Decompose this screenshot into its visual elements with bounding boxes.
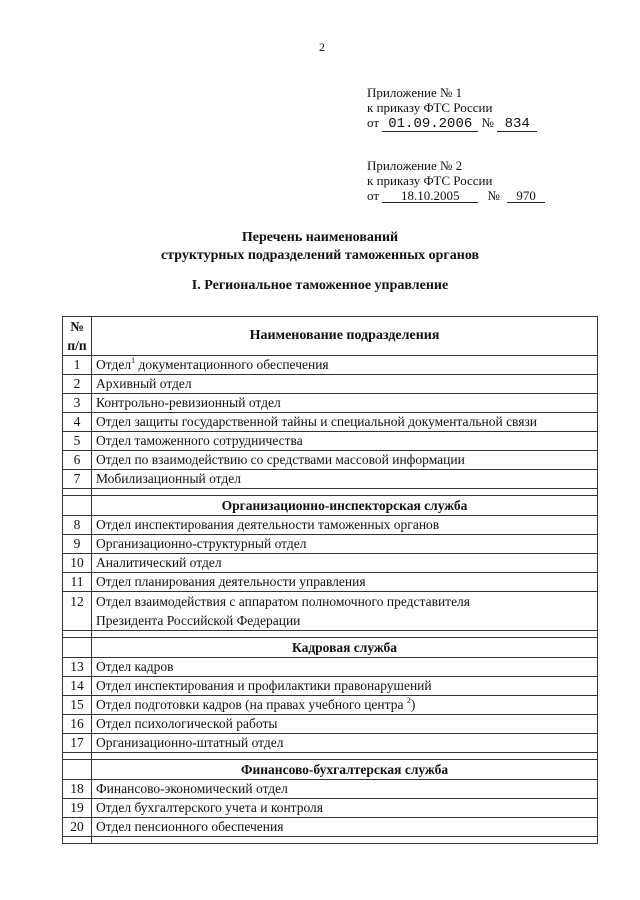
row-num: 19 <box>63 799 92 818</box>
departments-table <box>62 316 598 844</box>
row-num: 9 <box>63 535 92 554</box>
row-name <box>92 356 598 375</box>
spacer-row <box>63 489 598 496</box>
row-num: 15 <box>63 696 92 715</box>
row-name: Отдел инспектирования и профилактики правонарушений <box>92 677 598 696</box>
service-title: Финансово-бухгалтерская служба <box>92 760 598 780</box>
row-name: Мобилизационный отдел <box>92 470 598 489</box>
appendix-1-title: Приложение № 1 <box>367 85 463 100</box>
appendix-2-block <box>367 158 545 203</box>
row-name: Отдел инспектирования деятельности таможенных органов <box>92 516 598 535</box>
row-num: 1 <box>63 356 92 375</box>
row-num: 12 <box>63 592 92 631</box>
footnote-1: 1 <box>131 356 136 365</box>
row-name: Организационно-штатный отдел <box>92 734 598 753</box>
row-num: 14 <box>63 677 92 696</box>
appendix-1-order: к приказу ФТС России <box>367 100 493 115</box>
row-name-text: ) <box>410 697 416 712</box>
row-num: 13 <box>63 658 92 677</box>
row-num: 10 <box>63 554 92 573</box>
number-label: № <box>487 188 500 203</box>
row-name: Отдел таможенного сотрудничества <box>92 432 598 451</box>
appendix-2-date: 18.10.2005 <box>382 189 478 203</box>
appendix-1-number: 834 <box>497 118 537 132</box>
appendix-2-number: 970 <box>507 189 545 203</box>
table-row <box>63 375 598 394</box>
table-row <box>63 394 598 413</box>
spacer-row <box>63 631 598 638</box>
row-num: 5 <box>63 432 92 451</box>
table-row <box>63 592 598 631</box>
table-row <box>63 715 598 734</box>
row-name: Архивный отдел <box>92 375 598 394</box>
row-name: Контрольно-ревизионный отдел <box>92 394 598 413</box>
row-name: Финансово-экономический отдел <box>92 780 598 799</box>
table-row <box>63 818 598 837</box>
row-num: 7 <box>63 470 92 489</box>
spacer-cell <box>63 631 92 638</box>
row-name <box>92 592 598 631</box>
spacer-cell <box>92 489 598 496</box>
table-row <box>63 451 598 470</box>
page-number: 2 <box>319 40 325 54</box>
spacer-cell <box>63 837 92 844</box>
document-title <box>0 229 640 265</box>
appendix-1-block <box>367 85 537 132</box>
table-header-row <box>63 317 598 356</box>
table-row <box>63 658 598 677</box>
row-num: 3 <box>63 394 92 413</box>
service-header-row <box>63 638 598 658</box>
row-num: 2 <box>63 375 92 394</box>
table-row <box>63 799 598 818</box>
appendix-2-title: Приложение № 2 <box>367 158 463 173</box>
row-name: Отдел бухгалтерского учета и контроля <box>92 799 598 818</box>
service-num-cell <box>63 496 92 516</box>
row-num: 8 <box>63 516 92 535</box>
row-name: Организационно-структурный отдел <box>92 535 598 554</box>
spacer-row <box>63 837 598 844</box>
appendix-1-date-line <box>367 115 537 132</box>
from-label: от <box>367 115 380 130</box>
table-row <box>63 432 598 451</box>
table-row <box>63 356 598 375</box>
table-row <box>63 535 598 554</box>
spacer-cell <box>92 631 598 638</box>
footnote-2: 2 <box>406 696 411 705</box>
header-num-line-1: № <box>70 319 84 334</box>
spacer-cell <box>63 489 92 496</box>
spacer-cell <box>92 837 598 844</box>
spacer-cell <box>63 753 92 760</box>
row-name: Отдел по взаимодействию со средствами массовой информации <box>92 451 598 470</box>
row-name-text: документационного обеспечения <box>135 357 329 372</box>
header-num-line-2: п/п <box>67 338 87 353</box>
row-name-text: Отдел подготовки кадров (на правах учебного центра <box>96 697 407 712</box>
table-row <box>63 696 598 715</box>
document-title-line-2: структурных подразделений таможенных органов <box>160 248 480 263</box>
row-name: Отдел кадров <box>92 658 598 677</box>
row-name-line-1: Отдел взаимодействия с аппаратом полномочного представителя <box>96 594 471 609</box>
table-row <box>63 554 598 573</box>
table-row <box>63 677 598 696</box>
table-row <box>63 413 598 432</box>
row-name: Отдел планирования деятельности управления <box>92 573 598 592</box>
row-num: 17 <box>63 734 92 753</box>
appendix-2-date-line <box>367 188 545 203</box>
header-num <box>63 317 92 356</box>
table-row <box>63 734 598 753</box>
row-name: Отдел психологической работы <box>92 715 598 734</box>
service-num-cell <box>63 638 92 658</box>
table-row <box>63 470 598 489</box>
service-header-row <box>63 496 598 516</box>
spacer-row <box>63 753 598 760</box>
row-num: 16 <box>63 715 92 734</box>
service-title: Кадровая служба <box>92 638 598 658</box>
row-num: 6 <box>63 451 92 470</box>
table-row <box>63 780 598 799</box>
appendix-1-date: 01.09.2006 <box>382 118 478 132</box>
spacer-cell <box>92 753 598 760</box>
from-label: от <box>367 188 380 203</box>
row-num: 18 <box>63 780 92 799</box>
row-name: Аналитический отдел <box>92 554 598 573</box>
row-name: Отдел защиты государственной тайны и специальной документальной связи <box>92 413 598 432</box>
row-num: 4 <box>63 413 92 432</box>
row-name-text: Отдел <box>96 357 132 372</box>
row-name <box>92 696 598 715</box>
row-name-line-2: Президента Российской Федерации <box>96 613 301 628</box>
row-name: Отдел пенсионного обеспечения <box>92 818 598 837</box>
section-title: I. Региональное таможенное управление <box>191 278 449 293</box>
document-title-line-1: Перечень наименований <box>241 230 399 245</box>
table-row <box>63 573 598 592</box>
number-label: № <box>481 115 494 130</box>
row-num: 11 <box>63 573 92 592</box>
row-num: 20 <box>63 818 92 837</box>
service-header-row <box>63 760 598 780</box>
header-name: Наименование подразделения <box>92 317 598 356</box>
appendix-2-order: к приказу ФТС России <box>367 173 493 188</box>
table-row <box>63 516 598 535</box>
service-title: Организационно-инспекторская служба <box>92 496 598 516</box>
service-num-cell <box>63 760 92 780</box>
